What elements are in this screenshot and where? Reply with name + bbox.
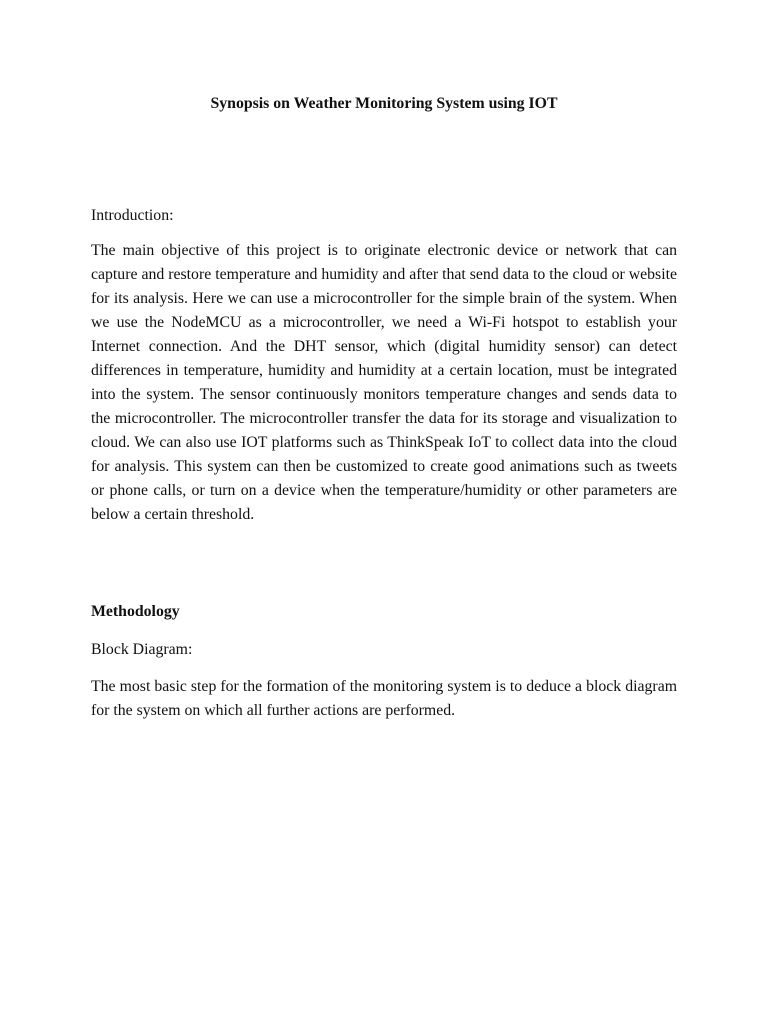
methodology-heading: Methodology xyxy=(91,603,180,620)
document-title: Synopsis on Weather Monitoring System using IOT xyxy=(210,95,558,112)
block-diagram-paragraph: The most basic step for the formation of the monitoring system is to deduce a block diagram for the system on which all further actions are performed. xyxy=(91,678,677,719)
introduction-paragraph: The main objective of this project is to originate electronic device or network that can capture and restore temperature and humidity and after that send data to the cloud or website for its analysis. Here we can use a microcontroller for the simple brain of the system. When we use the NodeMCU as a microcontroller, we need a Wi-Fi hotspot to establish your Internet connection. And the DHT sensor, which (digital humidity sensor) can detect differences in temperature, humidity and humidity at a certain location, must be integrated into the system. The sensor continuously monitors temperature changes and sends data to the microcontroller. The microcontroller transfer the data for its storage and visualization to cloud. We can also use IOT platforms such as ThinkSpeak IoT to collect data into the cloud for analysis. This system can then be customized to create good animations such as tweets or phone calls, or turn on a device when the temperature/humidity or other parameters are below a certain threshold. xyxy=(91,242,677,523)
block-diagram-heading: Block Diagram: xyxy=(91,641,193,658)
introduction-heading: Introduction: xyxy=(91,207,174,224)
